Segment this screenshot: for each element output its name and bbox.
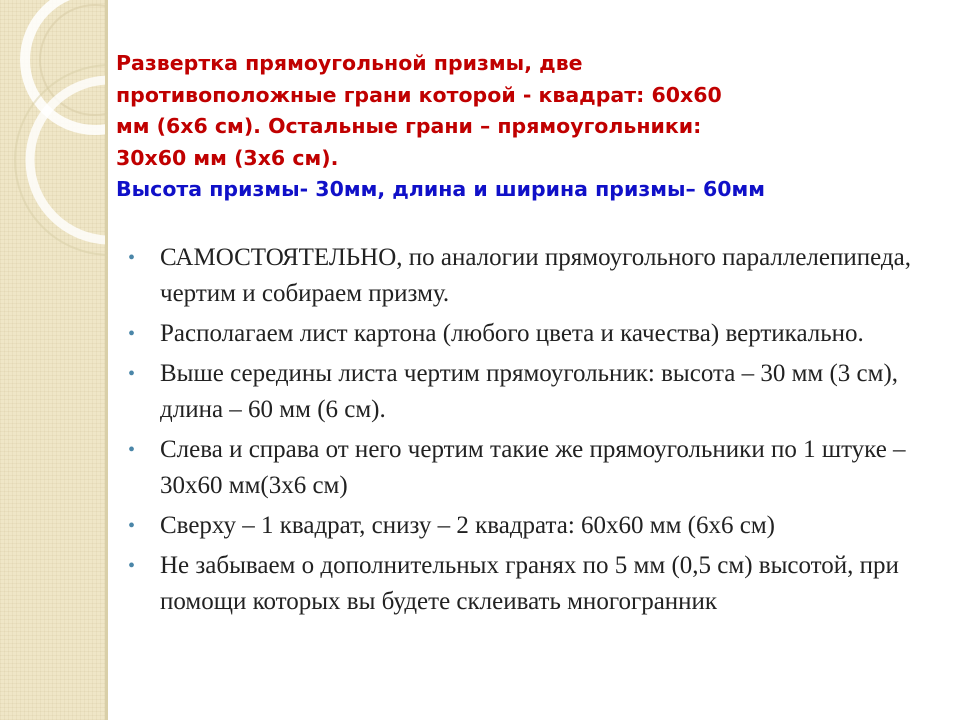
decorative-side-strip [0, 0, 105, 720]
bullet-icon: • [128, 555, 136, 577]
slide-title [116, 48, 946, 206]
title-line-1: Развертка прямоугольной призмы, две [116, 51, 583, 75]
list-item [128, 508, 938, 544]
list-item-text: САМОСТОЯТЕЛЬНО, по аналогии прямоугольного параллелепипеда, чертим и собираем призму. [160, 244, 911, 307]
side-strip-edge [105, 0, 108, 720]
list-item-text: Выше середины листа чертим прямоугольник: высота – 30 мм (3 см), длина – 60 мм (6 см). [160, 360, 899, 423]
list-item [128, 316, 938, 352]
list-item [128, 240, 938, 312]
title-line-3: мм (6х6 см). Остальные грани – прямоугольники: [116, 114, 702, 138]
instruction-list [128, 240, 938, 624]
ring-top-inner [40, 5, 105, 115]
list-item [128, 548, 938, 620]
decorative-rings [0, 0, 105, 720]
ring-top [25, 0, 105, 130]
list-item-text: Слева и справа от него чертим такие же прямоугольники по 1 штуке – 30х60 мм(3х6 см) [160, 436, 906, 499]
bullet-icon: • [128, 439, 136, 461]
bullet-icon: • [128, 247, 136, 269]
bullet-icon: • [128, 323, 136, 345]
list-item-text: Располагаем лист картона (любого цвета и качества) вертикально. [160, 320, 864, 347]
list-item-text: Сверху – 1 квадрат, снизу – 2 квадрата: 60х60 мм (6х6 см) [160, 512, 775, 539]
list-item [128, 432, 938, 504]
title-line-4: 30х60 мм (3х6 см). [116, 145, 339, 170]
list-item [128, 356, 938, 428]
list-item-text: Не забываем о дополнительных гранях по 5 мм (0,5 см) высотой, при помощи которых вы будете склеивать многогранник [160, 552, 899, 615]
title-line-5: Высота призмы- 30мм, длина и ширина призмы– 60мм [116, 177, 765, 201]
bullet-icon: • [128, 363, 136, 385]
bullet-icon: • [128, 515, 136, 537]
title-line-2: противоположные грани которой - квадрат: 60х60 [116, 82, 722, 107]
